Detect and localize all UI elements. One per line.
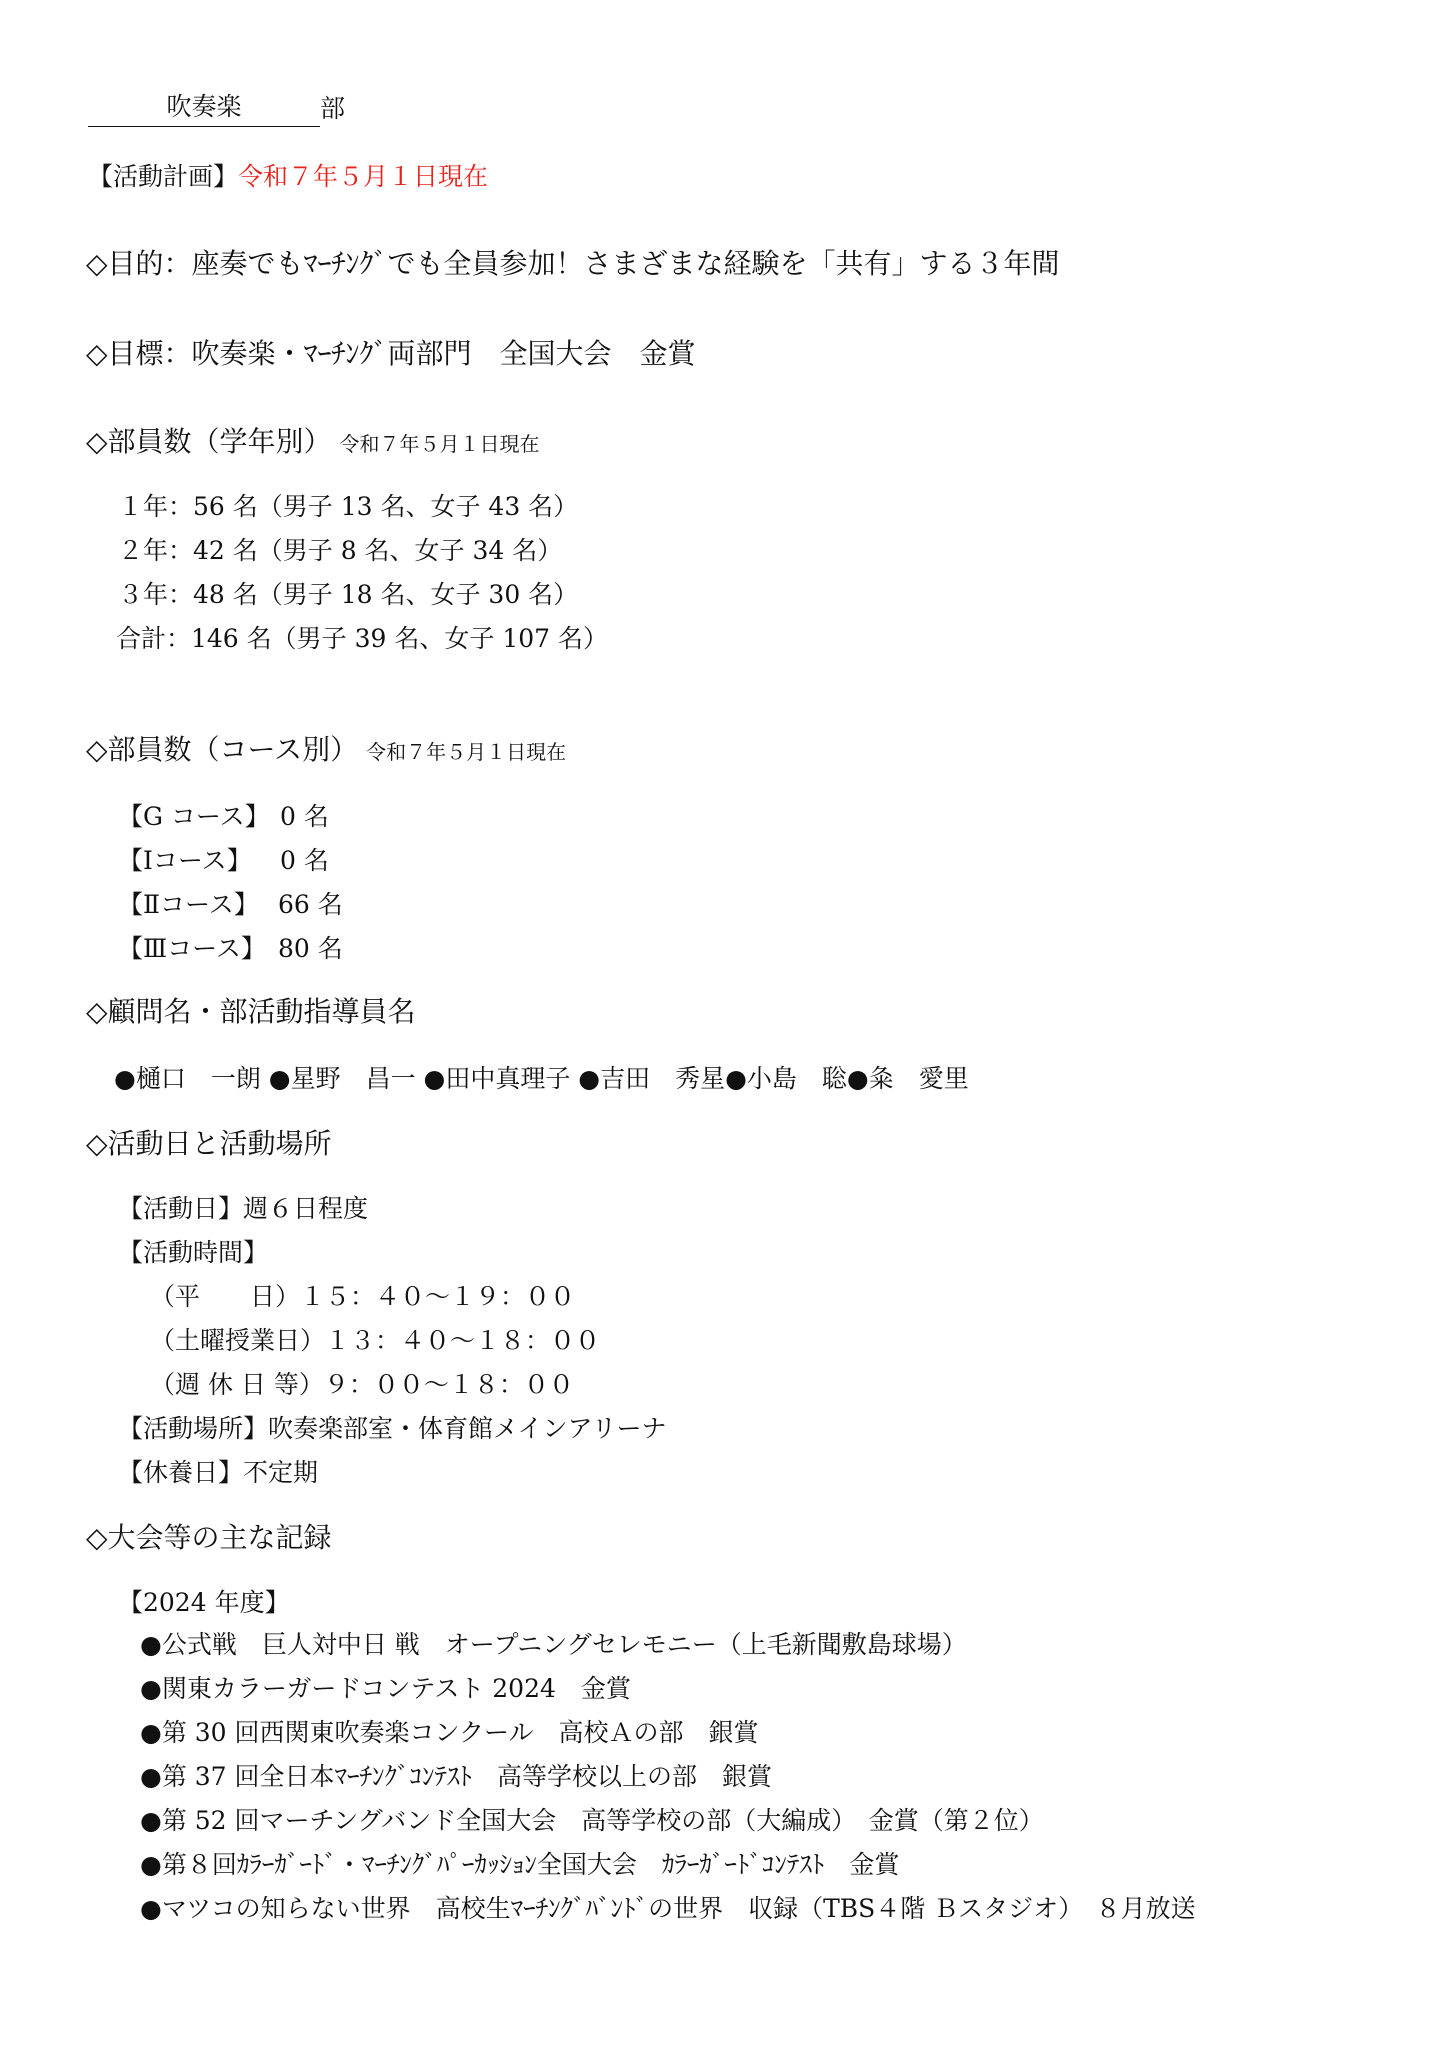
course-count: 0 名 xyxy=(280,802,329,831)
record-item: ●公式戦 巨人対中日 戦 オープニングセレモニー（上毛新聞敷島球場） xyxy=(140,1630,967,1659)
members-by-course-as-of: 令和７年５月１日現在 xyxy=(366,740,567,764)
members-by-grade-as-of: 令和７年５月１日現在 xyxy=(339,432,540,456)
members-by-grade-title: ◇部員数（学年別） xyxy=(86,425,332,458)
club-name: 吹奏楽 xyxy=(88,92,320,127)
record-item: ●関東カラーガードコンテスト 2024 金賞 xyxy=(140,1674,631,1703)
records-heading: ◇大会等の主な記録 xyxy=(86,1521,332,1554)
members-by-grade-heading xyxy=(86,425,540,458)
hours-weekday: （平 日）１５：４０～１９：００ xyxy=(150,1282,576,1311)
records-year: 【2024 年度】 xyxy=(118,1588,290,1617)
rest-days: 【休養日】不定期 xyxy=(118,1458,319,1487)
course-count: 80 名 xyxy=(278,934,343,963)
club-suffix: 部 xyxy=(320,94,346,123)
plan-heading xyxy=(88,164,488,189)
hours-holiday: （週 休 日 等）９：００～１８：００ xyxy=(150,1370,574,1399)
members-by-course-title: ◇部員数（コース別） xyxy=(86,733,359,766)
grade-total-row: 合計：146 名（男子 39 名、女子 107 名） xyxy=(116,624,608,653)
grade-row: １年：56 名（男子 13 名、女子 43 名） xyxy=(118,492,579,521)
course-row: 【Ⅲコース】 xyxy=(118,934,266,963)
course-row: 【Ⅰコース】 xyxy=(118,846,252,875)
goal-line: ◇目標：吹奏楽・ﾏｰﾁﾝｸﾞ両部門 全国大会 金賞 xyxy=(86,337,696,370)
activity-hours-label: 【活動時間】 xyxy=(118,1238,269,1267)
schedule-heading: ◇活動日と活動場所 xyxy=(86,1127,332,1160)
purpose-line: ◇目的：座奏でもﾏｰﾁﾝｸﾞでも全員参加！さまざまな経験を「共有」する３年間 xyxy=(86,247,1060,280)
plan-as-of: 令和７年５月１日現在 xyxy=(238,162,489,191)
course-count: 0 名 xyxy=(280,846,329,875)
record-item: ●第８回ｶﾗｰｶﾞｰﾄﾞ・ﾏｰﾁﾝｸﾞﾊﾟｰｶｯｼｮﾝ全国大会 ｶﾗｰｶﾞｰﾄﾞｺﾝﾃｽﾄ 金賞 xyxy=(140,1850,900,1879)
advisors-heading: ◇顧問名・部活動指導員名 xyxy=(86,995,416,1028)
grade-row: ２年：42 名（男子 8 名、女子 34 名） xyxy=(118,536,563,565)
members-by-course-heading xyxy=(86,733,567,766)
record-item: ●マツコの知らない世界 高校生ﾏｰﾁﾝｸﾞﾊﾞﾝﾄﾞの世界 収録（TBS４階 Ｂスタジオ） ８月放送 xyxy=(140,1894,1196,1923)
course-row: 【Ⅱコース】 xyxy=(118,890,259,919)
course-row: 【G コース】 xyxy=(118,802,270,831)
record-item: ●第 52 回マーチングバンド全国大会 高等学校の部（大編成） 金賞（第２位） xyxy=(140,1806,1044,1835)
course-count: 66 名 xyxy=(278,890,343,919)
record-item: ●第 30 回西関東吹奏楽コンクール 高校Ａの部 銀賞 xyxy=(140,1718,759,1747)
advisors-names: ●樋口 一朗 ●星野 昌一 ●田中真理子 ●吉田 秀星●小島 聡●粂 愛里 xyxy=(114,1064,969,1093)
grade-row: ３年：48 名（男子 18 名、女子 30 名） xyxy=(118,580,579,609)
plan-label: 【活動計画】 xyxy=(88,162,239,191)
activity-place: 【活動場所】吹奏楽部室・体育館メインアリーナ xyxy=(118,1414,667,1443)
hours-saturday: （土曜授業日）１３：４０～１８：００ xyxy=(150,1326,601,1355)
record-item: ●第 37 回全日本ﾏｰﾁﾝｸﾞｺﾝﾃｽﾄ 高等学校以上の部 銀賞 xyxy=(140,1762,773,1791)
activity-days: 【活動日】週６日程度 xyxy=(118,1194,369,1223)
